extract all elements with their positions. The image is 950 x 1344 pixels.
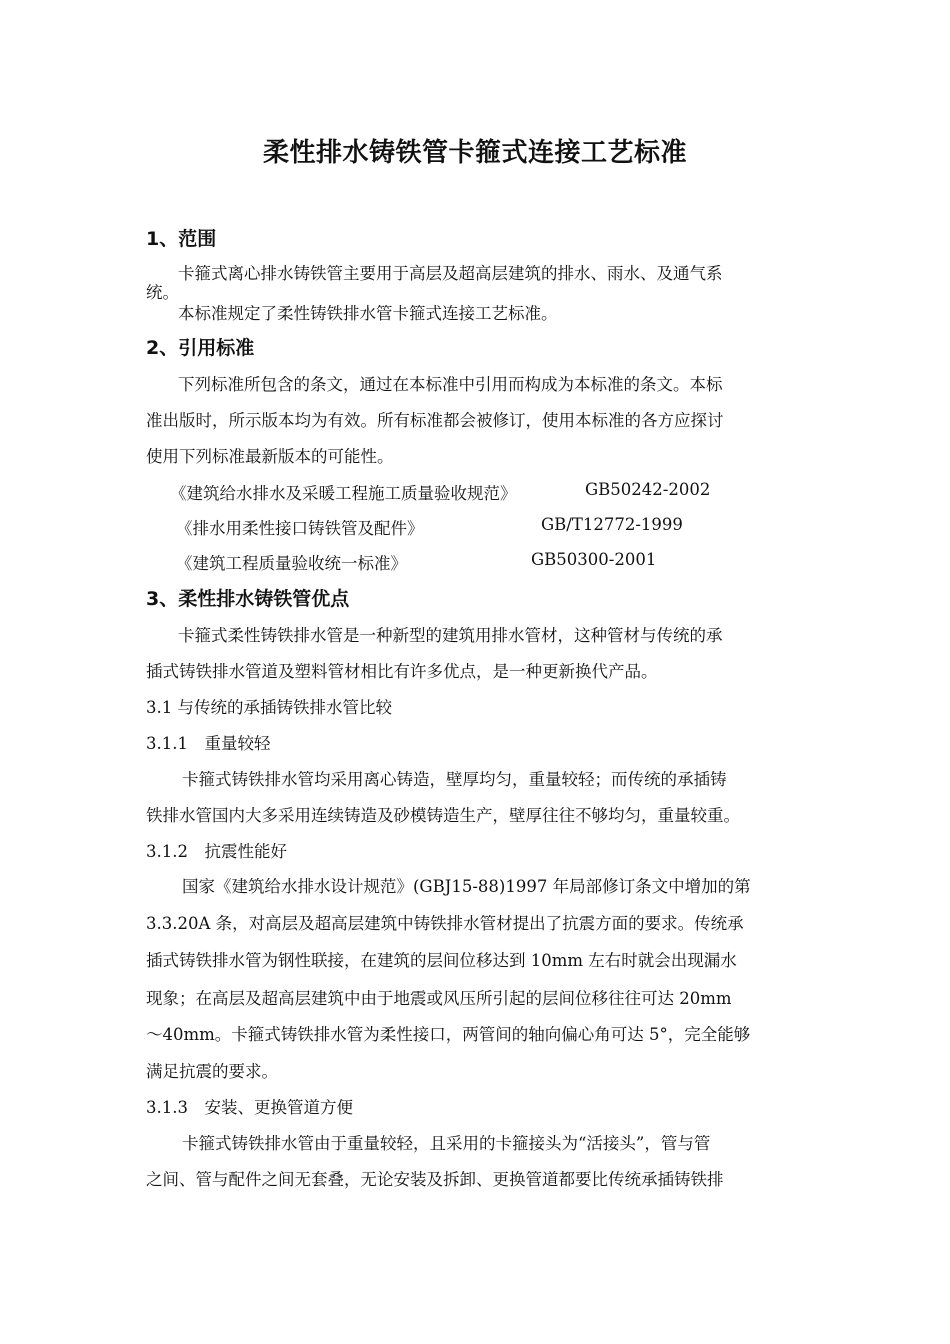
section-2-line-2: 准出版时，所示版本均为有效。所有标准都会被修订，使用本标准的各方应探讨 xyxy=(146,411,724,430)
reference-name: 《建筑工程质量验收统一标准》 xyxy=(176,554,407,573)
section-1-line-2: 统。 xyxy=(146,283,179,302)
subsection-3-1-1-line-2: 铁排水管国内大多采用连续铸造及砂模铸造生产，壁厚往往不够均匀，重量较重。 xyxy=(146,806,740,825)
reference-code: GB/T12772-1999 xyxy=(541,515,683,534)
subsection-3-1-2-line-2: 3.3.20A 条，对高层及超高层建筑中铸铁排水管材提出了抗震方面的要求。传统承 xyxy=(146,914,744,933)
section-1-line-1: 卡箍式离心排水铸铁管主要用于高层及超高层建筑的排水、雨水、及通气系 xyxy=(178,264,723,283)
subsection-3-1-2-line-3: 插式铸铁排水管为钢性联接，在建筑的层间位移达到 10mm 左右时就会出现漏水 xyxy=(146,951,737,970)
subsection-3-1-1-line-1: 卡箍式铸铁排水管均采用离心铸造，壁厚均匀，重量较轻；而传统的承插铸 xyxy=(182,770,727,789)
section-3-line-2: 插式铸铁排水管道及塑料管材相比有许多优点，是一种更新换代产品。 xyxy=(146,662,658,681)
section-1-heading: 1、范围 xyxy=(146,228,217,250)
section-2-line-1: 下列标准所包含的条文，通过在本标准中引用而构成为本标准的条文。本标 xyxy=(178,375,723,394)
subsection-3-1-3-line-1: 卡箍式铸铁排水管由于重量较轻，且采用的卡箍接头为“活接头”，管与管 xyxy=(182,1134,711,1153)
subsection-3-1-1-heading: 3.1.1 重量较轻 xyxy=(146,734,271,753)
subsection-3-1-2-line-5: ～40mm。卡箍式铸铁排水管为柔性接口，两管间的轴向偏心角可达 5°，完全能够 xyxy=(146,1025,751,1044)
subsection-3-1-2-line-1: 国家《建筑给水排水设计规范》(GBJ15-88)1997 年局部修订条文中增加的第 xyxy=(182,877,751,896)
subsection-3-1-3-heading: 3.1.3 安装、更换管道方便 xyxy=(146,1098,353,1117)
reference-code: GB50242-2002 xyxy=(585,480,711,499)
reference-name: 《排水用柔性接口铸铁管及配件》 xyxy=(176,519,424,538)
section-1-line-3: 本标准规定了柔性铸铁排水管卡箍式连接工艺标准。 xyxy=(178,304,558,323)
document-title: 柔性排水铸铁管卡箍式连接工艺标准 xyxy=(262,138,687,168)
section-3-line-1: 卡箍式柔性铸铁排水管是一种新型的建筑用排水管材，这种管材与传统的承 xyxy=(178,626,723,645)
reference-name: 《建筑给水排水及采暖工程施工质量验收规范》 xyxy=(170,484,517,503)
section-2-heading: 2、引用标准 xyxy=(146,337,255,359)
subsection-3-1-2-line-4: 现象；在高层及超高层建筑中由于地震或风压所引起的层间位移往往可达 20mm xyxy=(146,989,732,1008)
subsection-3-1-2-heading: 3.1.2 抗震性能好 xyxy=(146,842,287,861)
section-2-line-3: 使用下列标准最新版本的可能性。 xyxy=(146,447,394,466)
subsection-3-1-3-line-2: 之间、管与配件之间无套叠，无论安装及拆卸、更换管道都要比传统承插铸铁排 xyxy=(146,1170,724,1189)
subsection-3-1-heading: 3.1 与传统的承插铸铁排水管比较 xyxy=(146,698,392,717)
reference-code: GB50300-2001 xyxy=(531,550,657,569)
subsection-3-1-2-line-6: 满足抗震的要求。 xyxy=(146,1062,278,1081)
section-3-heading: 3、柔性排水铸铁管优点 xyxy=(146,588,350,610)
